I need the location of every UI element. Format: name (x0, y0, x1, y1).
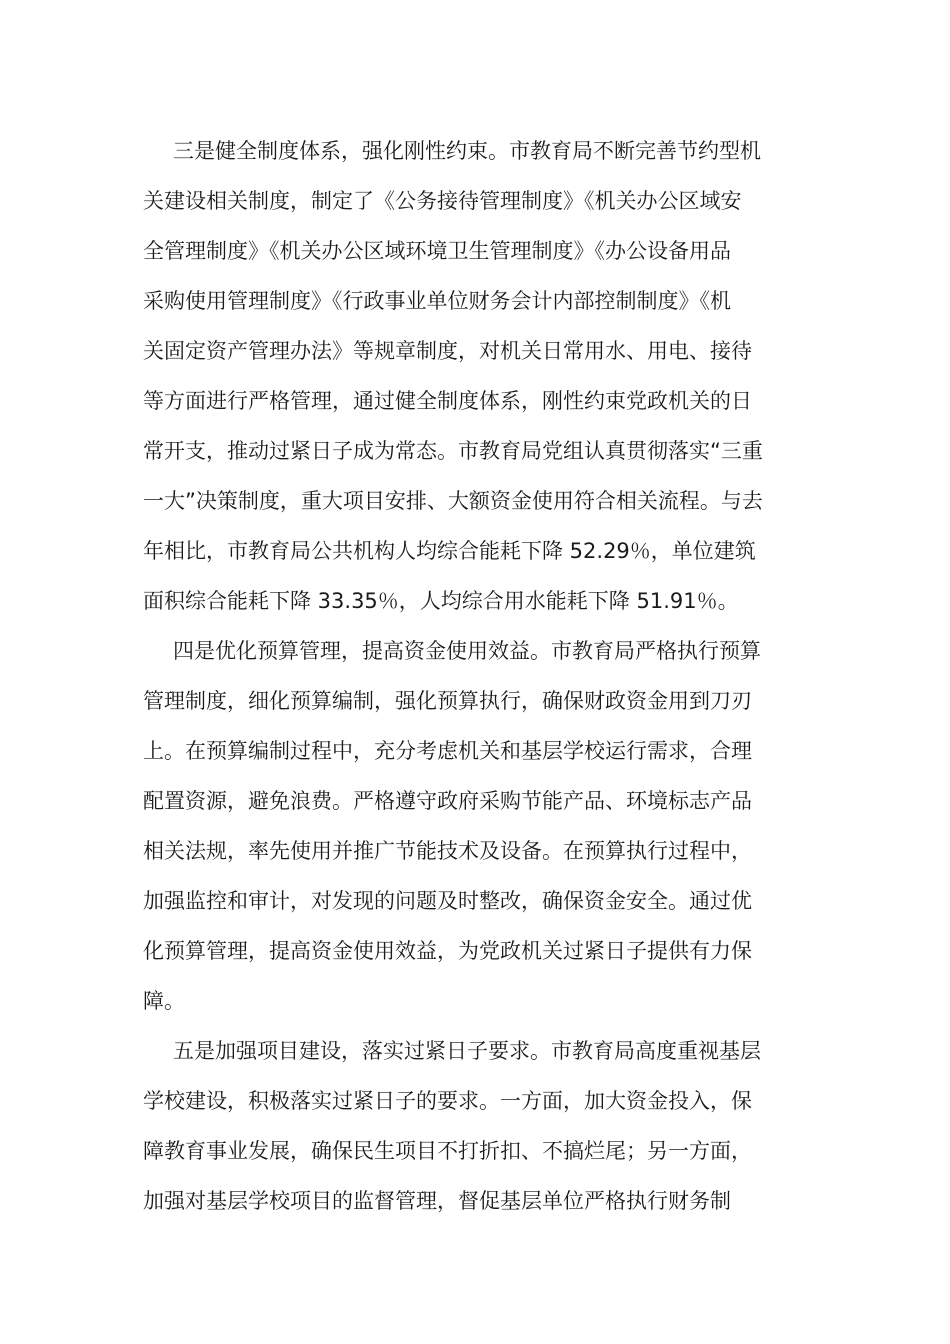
text-line: 采购使用管理制度》《行政事业单位财务会计内部控制制度》《机 (143, 289, 731, 313)
paragraph-budget-management (143, 626, 807, 1026)
text-line: 常开支，推动过紧日子成为常态。市教育局党组认真贯彻落实“三重 (143, 439, 763, 463)
text-line: 加强监控和审计，对发现的问题及时整改，确保资金安全。通过优 (143, 889, 752, 913)
paragraph-institutional-system (143, 126, 807, 626)
text-line: 关建设相关制度，制定了《公务接待管理制度》《机关办公区域安 (143, 189, 742, 213)
text-line: 学校建设，积极落实过紧日子的要求。一方面，加大资金投入，保 (143, 1089, 752, 1113)
text-line: 加强对基层学校项目的监督管理，督促基层单位严格执行财务制 (143, 1189, 731, 1213)
text-line: 三是健全制度体系，强化刚性约束。市教育局不断完善节约型机 (173, 139, 761, 163)
text-line: 上。在预算编制过程中，充分考虑机关和基层学校运行需求，合理 (143, 739, 752, 763)
text-line: 全管理制度》《机关办公区域环境卫生管理制度》《办公设备用品 (143, 239, 731, 263)
text-line: 年相比，市教育局公共机构人均综合能耗下降 52.29％，单位建筑 (143, 539, 756, 563)
text-line: 管理制度，细化预算编制，强化预算执行，确保财政资金用到刀刃 (143, 689, 752, 713)
text-line: 障教育事业发展，确保民生项目不打折扣、不搞烂尾；另一方面， (143, 1139, 752, 1163)
document-body (143, 126, 807, 1226)
text-line: 等方面进行严格管理，通过健全制度体系，刚性约束党政机关的日 (143, 389, 752, 413)
text-line: 一大”决策制度，重大项目安排、大额资金使用符合相关流程。与去 (143, 489, 763, 513)
text-line: 配置资源，避免浪费。严格遵守政府采购节能产品、环境标志产品 (143, 789, 752, 813)
text-line: 四是优化预算管理，提高资金使用效益。市教育局严格执行预算 (173, 639, 761, 663)
text-line: 化预算管理，提高资金使用效益，为党政机关过紧日子提供有力保 (143, 939, 752, 963)
text-line: 关固定资产管理办法》等规章制度，对机关日常用水、用电、接待 (143, 339, 752, 363)
text-line: 面积综合能耗下降 33.35％，人均综合用水能耗下降 51.91％。 (143, 589, 739, 613)
text-line: 障。 (143, 989, 185, 1013)
text-line: 相关法规，率先使用并推广节能技术及设备。在预算执行过程中， (143, 839, 752, 863)
paragraph-project-construction (143, 1026, 807, 1226)
text-line: 五是加强项目建设，落实过紧日子要求。市教育局高度重视基层 (173, 1039, 761, 1063)
